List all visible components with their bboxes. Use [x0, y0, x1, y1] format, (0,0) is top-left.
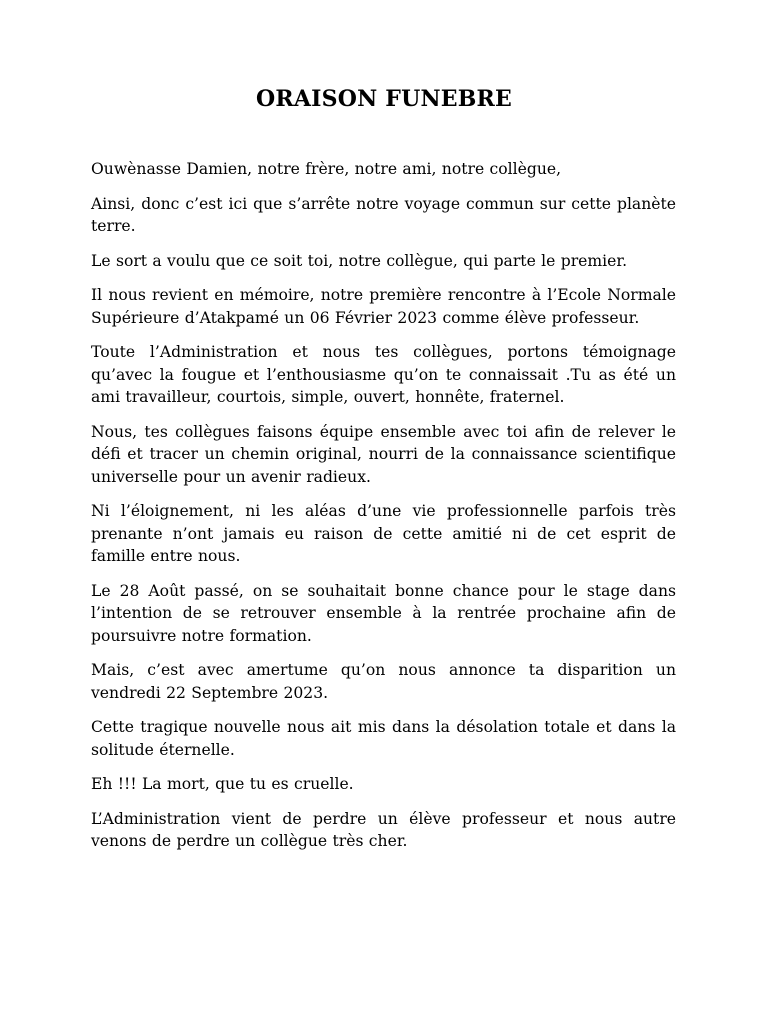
document-title: ORAISON FUNEBRE: [256, 86, 512, 112]
paragraph: Nous, tes collègues faisons équipe ensemble avec toi afin de relever le défi et tracer un chemin original, nourri de la connaissance scientifique universelle pour un avenir radieux.: [91, 422, 676, 486]
paragraph: Mais, c’est avec amertume qu’on nous annonce ta disparition un vendredi 22 Septembre 2023.: [91, 661, 676, 702]
paragraph: Le sort a voulu que ce soit toi, notre collègue, qui parte le premier.: [91, 251, 628, 270]
paragraph: L’Administration vient de perdre un élève professeur et nous autre venons de perdre un collègue très cher.: [91, 809, 676, 850]
paragraph: Ouwènasse Damien, notre frère, notre ami, notre collègue,: [91, 160, 562, 178]
paragraph: Cette tragique nouvelle nous ait mis dans la désolation totale et dans la solitude éternelle.: [91, 718, 676, 759]
paragraph: Eh !!! La mort, que tu es cruelle.: [91, 775, 354, 793]
paragraph: Toute l’Administration et nous tes collègues, portons témoignage qu’avec la fougue et l’enthousiasme qu’on te connaissait .Tu as été un ami travailleur, courtois, simple, ouvert, honnête, fraternel.: [91, 343, 676, 406]
paragraph: Le 28 Août passé, on se souhaitait bonne chance pour le stage dans l’intention de se retrouver ensemble à la rentrée prochaine afin de poursuivre notre formation.: [91, 581, 676, 645]
document-body: [91, 158, 676, 865]
paragraph: Il nous revient en mémoire, notre première rencontre à l’Ecole Normale Supérieure d’Atakpamé un 06 Février 2023 comme élève professeur.: [91, 286, 676, 327]
paragraph: Ainsi, donc c’est ici que s’arrête notre voyage commun sur cette planète terre.: [91, 194, 676, 235]
paragraph: Ni l’éloignement, ni les aléas d’une vie professionnelle parfois très prenante n’ont jamais eu raison de cette amitié ni de cet esprit de famille entre nous.: [91, 502, 676, 565]
